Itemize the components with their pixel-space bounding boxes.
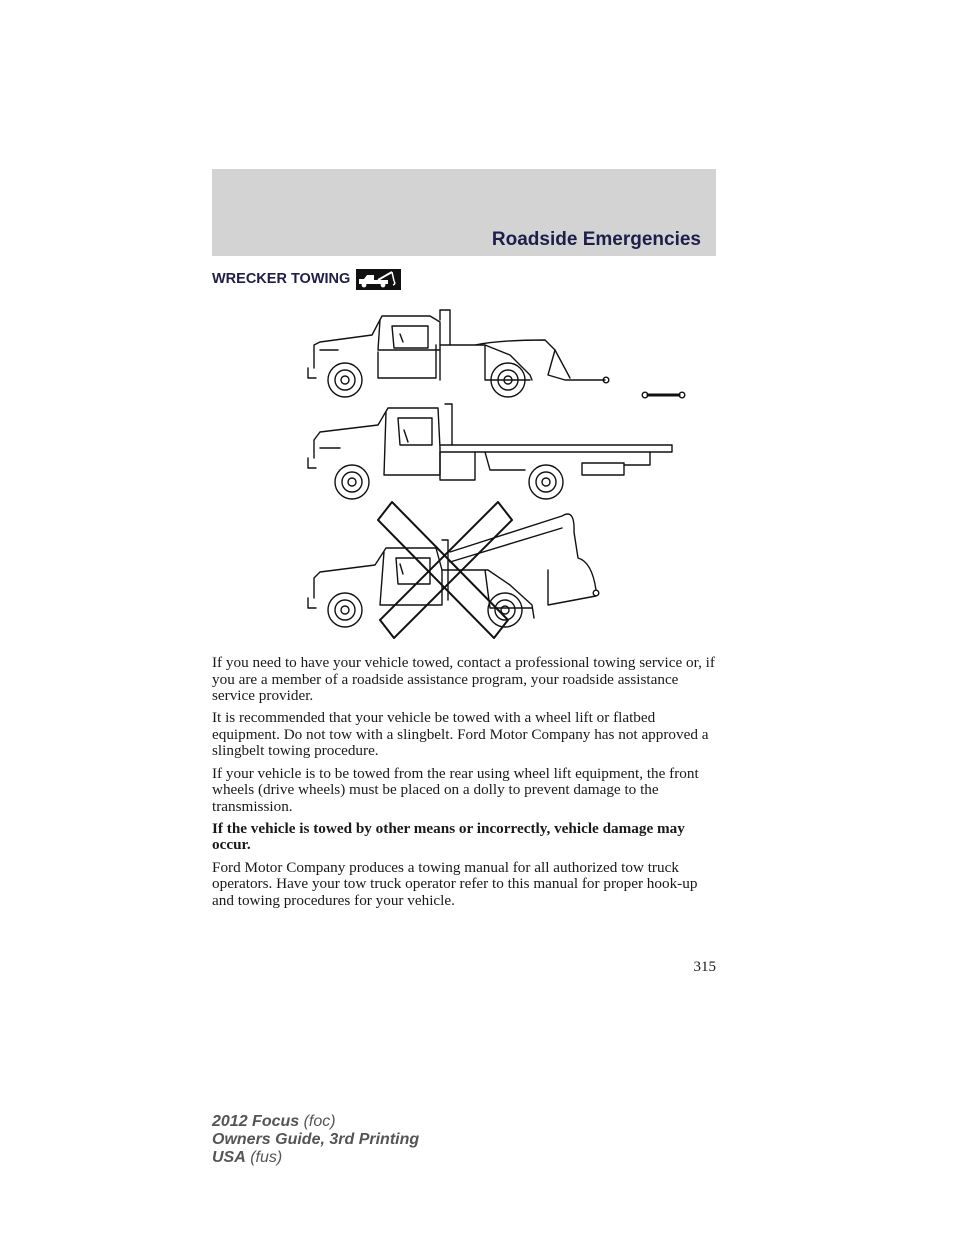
flatbed-truck xyxy=(308,404,672,499)
paragraph-rear-tow-dolly: If your vehicle is to be towed from the rear using wheel lift equipment, the front wheels (drive wheels) must be placed on a dolly to prevent damage to the transmission. xyxy=(212,764,699,815)
paragraph-wheel-lift-recommendation: It is recommended that your vehicle be towed with a wheel lift or flatbed equipment. Do not tow with a slingbelt. Ford Motor Company has not approved a slingbelt towing procedure. xyxy=(212,709,709,760)
document-footer xyxy=(212,1113,419,1167)
section-heading xyxy=(212,268,401,290)
footer-line-market: USA (fus) xyxy=(212,1149,283,1166)
body-text xyxy=(212,655,717,915)
footer-line-guide: Owners Guide, 3rd Printing xyxy=(212,1131,420,1148)
paragraph-towing-manual: Ford Motor Company produces a towing manual for all authorized tow truck operators. Have your tow truck operator refer to this manual for proper hook-up and towing procedures for your vehicle. xyxy=(212,858,698,909)
section-title: WRECKER TOWING xyxy=(212,271,351,287)
wheel-lift-truck xyxy=(308,310,685,398)
paragraph-damage-warning: If the vehicle is towed by other means or incorrectly, vehicle damage may occur. xyxy=(212,819,685,854)
tow-truck-icon xyxy=(356,269,401,290)
slingbelt-truck xyxy=(308,514,599,627)
page-number: 315 xyxy=(693,959,716,975)
paragraph-contact-towing-service: If you need to have your vehicle towed, contact a professional towing service or, if you are a member of a roadside assistance program, your roadside assistance service provider. xyxy=(212,654,715,705)
chapter-header-band xyxy=(212,169,716,256)
towing-methods-illustration xyxy=(300,300,700,645)
footer-line-model: 2012 Focus (foc) xyxy=(212,1113,336,1130)
chapter-title: Roadside Emergencies xyxy=(491,229,701,250)
